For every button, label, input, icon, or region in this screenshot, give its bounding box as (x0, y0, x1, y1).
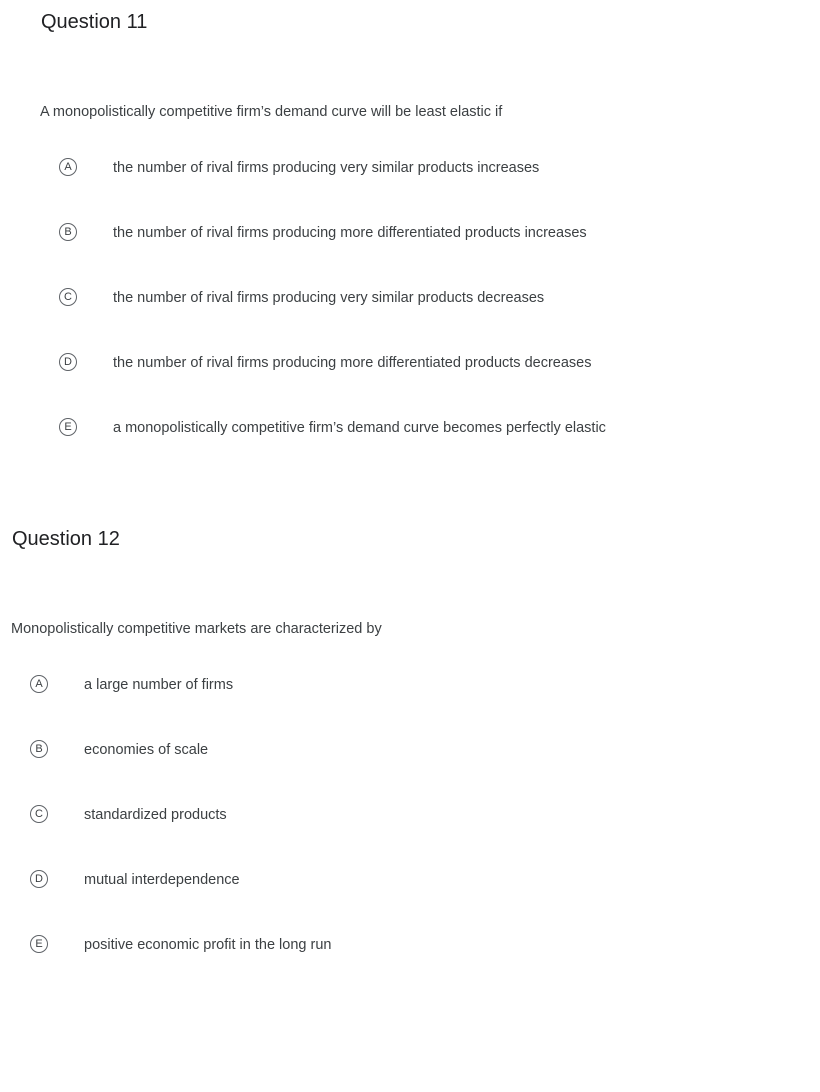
choice-a[interactable] (30, 673, 670, 697)
question-title: Question 12 (12, 528, 120, 550)
choice-d[interactable] (30, 868, 670, 892)
choice-e[interactable] (30, 933, 670, 957)
choice-a[interactable] (59, 156, 699, 180)
choice-text: positive economic profit in the long run (84, 937, 332, 953)
choice-letter-e: E (30, 935, 48, 953)
choice-c[interactable] (30, 803, 670, 827)
choice-text: standardized products (84, 807, 227, 823)
choice-letter-b: B (59, 223, 77, 241)
question-title: Question 11 (41, 11, 148, 33)
choice-b[interactable] (59, 221, 699, 245)
choice-letter-a: A (30, 675, 48, 693)
choice-text: mutual interdependence (84, 872, 240, 888)
question-prompt: Monopolistically competitive markets are characterized by (11, 621, 382, 637)
choice-text: a monopolistically competitive firm’s demand curve becomes perfectly elastic (113, 420, 606, 436)
choice-e[interactable] (59, 416, 699, 440)
choice-text: the number of rival firms producing very similar products increases (113, 160, 540, 176)
choice-letter-a: A (59, 158, 77, 176)
choice-text: a large number of firms (84, 677, 234, 693)
choice-letter-c: C (59, 288, 77, 306)
choice-text: economies of scale (84, 742, 209, 758)
choice-letter-d: D (59, 353, 77, 371)
choice-letter-b: B (30, 740, 48, 758)
choice-text: the number of rival firms producing very similar products decreases (113, 290, 545, 306)
choice-letter-d: D (30, 870, 48, 888)
choice-text: the number of rival firms producing more differentiated products decreases (113, 355, 592, 371)
choice-letter-e: E (59, 418, 77, 436)
choice-text: the number of rival firms producing more differentiated products increases (113, 225, 587, 241)
choice-d[interactable] (59, 351, 699, 375)
choice-letter-c: C (30, 805, 48, 823)
question-prompt: A monopolistically competitive firm’s demand curve will be least elastic if (40, 104, 503, 120)
choice-b[interactable] (30, 738, 670, 762)
choice-c[interactable] (59, 286, 699, 310)
